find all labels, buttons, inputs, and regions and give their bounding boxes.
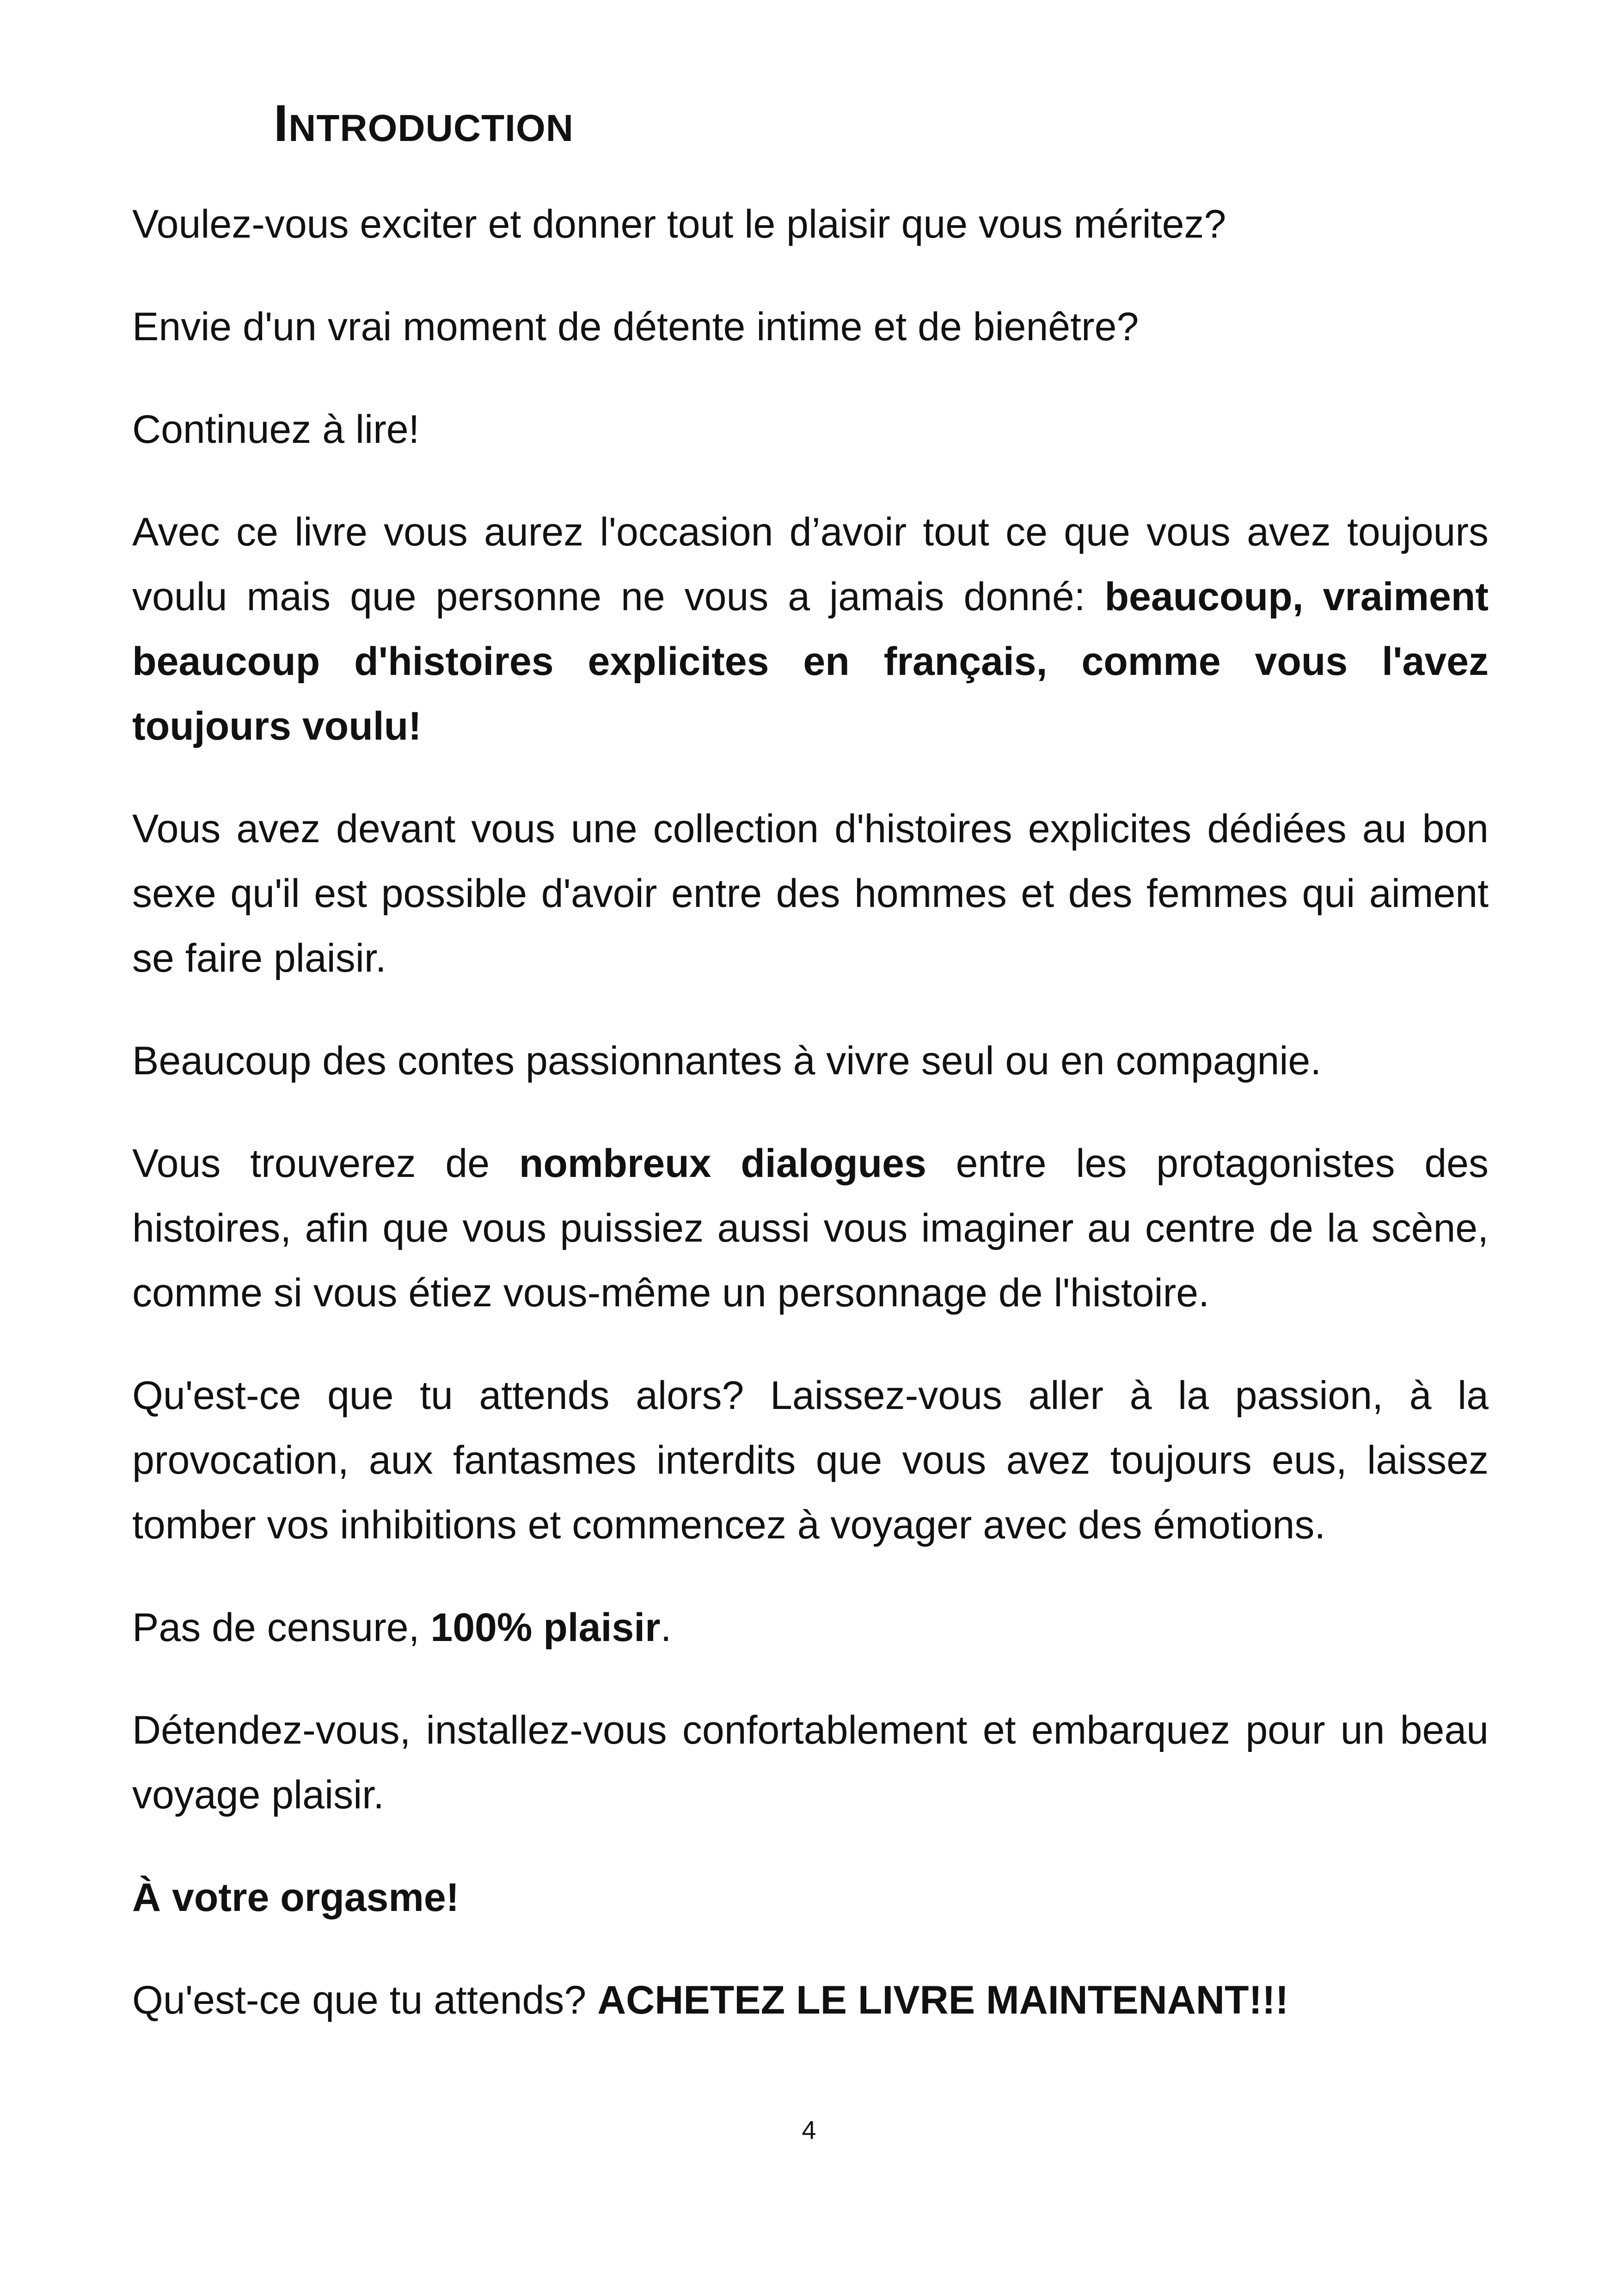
paragraph-4-text: Avec ce livre vous aurez l'occasion d’avoir tout ce que vous avez toujours voulu mais que personne ne vous a jamais donné: (132, 510, 1489, 619)
paragraph-12-bold: ACHETEZ LE LIVRE MAINTENANT!!! (597, 1978, 1289, 2022)
paragraph-7-after: entre les protagonistes des histoires, afin que vous puissiez aussi vous imaginer au centre de la scène, comme si vous étiez vous-même un personnage de l'histoire. (132, 1141, 1489, 1315)
paragraph-4-bold: beaucoup, vraiment beaucoup d'histoires explicites en français, comme vous l'avez toujours voulu! (132, 575, 1489, 748)
paragraph-9-bold: 100% plaisir (430, 1605, 661, 1650)
paragraph-9-after: . (660, 1605, 672, 1650)
paragraph-8: Qu'est-ce que tu attends alors? Laissez-vous aller à la passion, à la provocation, aux fantasmes interdits que vous avez toujours eus, laissez tomber vos inhibitions et commencez à voyager avec des émotions. (132, 1373, 1489, 1547)
paragraph-12-before: Qu'est-ce que tu attends? (132, 1978, 598, 2022)
paragraph-9-before: Pas de censure, (132, 1605, 431, 1650)
paragraph-7-bold: nombreux dialogues (519, 1141, 926, 1186)
paragraph-2: Envie d'un vrai moment de détente intime et de bienêtre? (132, 305, 1139, 349)
paragraph-11: À votre orgasme! (132, 1875, 460, 1920)
paragraph-6: Beaucoup des contes passionnantes à vivre seul ou en compagnie. (132, 1039, 1322, 1083)
paragraph-7-before: Vous trouverez de (132, 1141, 519, 1186)
paragraph-7 (132, 1131, 1489, 1325)
paragraph-10: Détendez-vous, installez-vous confortablement et embarquez pour un beau voyage plaisir. (132, 1708, 1489, 1817)
body-text (132, 192, 1489, 2070)
page-number: 4 (802, 2115, 816, 2144)
section-heading (274, 92, 574, 154)
paragraph-1: Voulez-vous exciter et donner tout le plaisir que vous méritez? (132, 202, 1226, 246)
heading-rest: NTRODUCTION (288, 107, 574, 149)
paragraph-4 (132, 500, 1489, 759)
paragraph-5: Vous avez devant vous une collection d'histoires explicites dédiées au bon sexe qu'il est possible d'avoir entre des hommes et des femmes qui aiment se faire plaisir. (132, 807, 1489, 980)
paragraph-3: Continuez à lire! (132, 407, 420, 452)
heading-initial: I (274, 94, 289, 152)
paragraph-9 (132, 1595, 1489, 1660)
paragraph-12 (132, 1968, 1489, 2033)
